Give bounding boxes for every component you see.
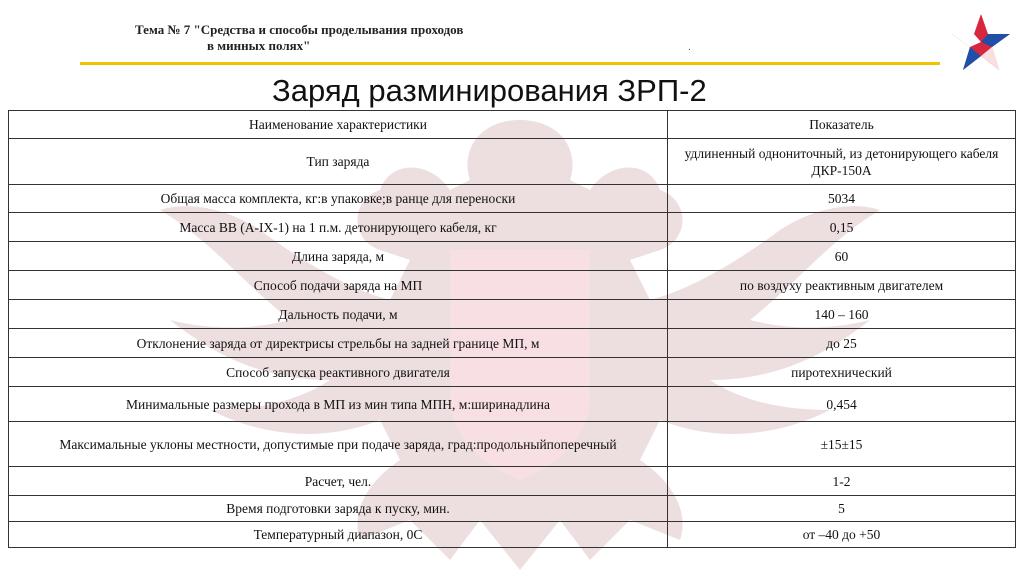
row-value: 140 – 160 [668, 300, 1016, 329]
table-row [9, 213, 1016, 242]
table-row [9, 271, 1016, 300]
row-value: от –40 до +50 [668, 522, 1016, 548]
row-value: 0,454 [668, 387, 1016, 422]
row-value: 0,15 [668, 213, 1016, 242]
topic-header [135, 22, 635, 54]
row-value: удлиненный однониточный, из детонирующего кабеля ДКР-150А [668, 139, 1016, 185]
header-name: Наименование характеристики [9, 111, 668, 139]
row-name: Дальность подачи, м [9, 300, 668, 329]
table-row [9, 242, 1016, 271]
row-value: до 25 [668, 329, 1016, 358]
table-row [9, 300, 1016, 329]
row-name: Тип заряда [9, 139, 668, 185]
table-row [9, 422, 1016, 467]
table-row [9, 139, 1016, 185]
army-star-logo-icon [948, 12, 1014, 74]
row-value: пиротехнический [668, 358, 1016, 387]
row-name: Общая масса комплекта, кг:в упаковке;в ранце для переноски [9, 185, 668, 213]
table-row [9, 522, 1016, 548]
topic-line-1: Тема № 7 "Средства и способы проделывания проходов [135, 22, 464, 37]
header-rule [80, 62, 940, 65]
row-name: Способ подачи заряда на МП [9, 271, 668, 300]
row-name: Температурный диапазон, 0С [9, 522, 668, 548]
row-name: Масса ВВ (А-IX-1) на 1 п.м. детонирующего кабеля, кг [9, 213, 668, 242]
header-dot: . [688, 42, 691, 53]
page-title: Заряд разминирования ЗРП-2 [272, 73, 707, 108]
row-name: Расчет, чел. [9, 467, 668, 496]
row-name: Длина заряда, м [9, 242, 668, 271]
row-value: ±15±15 [668, 422, 1016, 467]
row-value: 5 [668, 496, 1016, 522]
table-row [9, 467, 1016, 496]
table-row [9, 185, 1016, 213]
row-name: Максимальные уклоны местности, допустимые при подаче заряда, град:продольныйпоперечный [9, 422, 668, 467]
specs-table [8, 110, 1016, 548]
row-name: Отклонение заряда от директрисы стрельбы на задней границе МП, м [9, 329, 668, 358]
table-row [9, 387, 1016, 422]
row-value: 1-2 [668, 467, 1016, 496]
table-row [9, 358, 1016, 387]
row-name: Минимальные размеры прохода в МП из мин типа МПН, м:ширинадлина [9, 387, 668, 422]
header-value: Показатель [668, 111, 1016, 139]
row-value: 5034 [668, 185, 1016, 213]
row-name: Время подготовки заряда к пуску, мин. [9, 496, 668, 522]
table-row [9, 329, 1016, 358]
row-value: 60 [668, 242, 1016, 271]
table-row [9, 496, 1016, 522]
row-value: по воздуху реактивным двигателем [668, 271, 1016, 300]
table-header-row [9, 111, 1016, 139]
topic-line-2: в минных полях" [207, 38, 311, 53]
row-name: Способ запуска реактивного двигателя [9, 358, 668, 387]
